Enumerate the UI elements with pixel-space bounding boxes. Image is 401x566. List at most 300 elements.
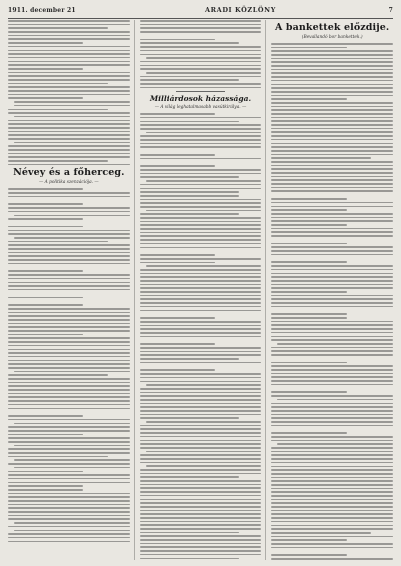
text-line bbox=[271, 280, 393, 282]
text-line bbox=[271, 172, 393, 174]
middle-rule bbox=[176, 91, 225, 92]
text-line bbox=[140, 495, 262, 497]
text-line bbox=[271, 120, 393, 122]
text-line bbox=[8, 385, 130, 387]
text-line bbox=[140, 369, 215, 371]
text-line bbox=[8, 500, 130, 502]
text-line bbox=[8, 31, 130, 33]
text-line bbox=[140, 302, 262, 304]
text-line bbox=[140, 414, 262, 416]
text-line bbox=[140, 447, 262, 449]
text-line bbox=[140, 362, 262, 364]
text-line bbox=[140, 517, 262, 519]
text-line bbox=[8, 430, 130, 432]
text-line bbox=[8, 400, 130, 402]
text-line bbox=[271, 150, 393, 152]
text-line bbox=[140, 499, 262, 501]
text-line bbox=[271, 517, 393, 519]
text-line bbox=[271, 302, 393, 304]
text-line bbox=[140, 480, 262, 482]
text-line bbox=[271, 161, 393, 163]
text-line bbox=[271, 176, 393, 178]
text-line bbox=[271, 124, 393, 126]
text-line bbox=[8, 471, 83, 473]
text-line bbox=[271, 54, 393, 56]
text-line bbox=[140, 528, 262, 530]
text-line bbox=[140, 506, 262, 508]
text-line bbox=[140, 295, 262, 297]
text-line bbox=[8, 367, 130, 369]
text-line bbox=[8, 312, 130, 314]
text-line bbox=[140, 213, 240, 215]
text-line bbox=[277, 443, 393, 445]
text-line bbox=[140, 258, 262, 260]
text-line bbox=[8, 393, 130, 395]
text-line bbox=[271, 228, 393, 230]
text-line bbox=[8, 156, 130, 158]
text-line bbox=[140, 287, 262, 289]
text-line bbox=[8, 134, 130, 136]
text-line bbox=[271, 447, 393, 449]
middle-article-top bbox=[140, 20, 262, 88]
text-line bbox=[271, 154, 393, 156]
text-line bbox=[140, 221, 262, 223]
text-line bbox=[140, 510, 262, 512]
text-line bbox=[140, 417, 240, 419]
text-line bbox=[8, 75, 130, 77]
right-article-body bbox=[271, 43, 393, 560]
text-line bbox=[271, 488, 393, 490]
text-line bbox=[140, 399, 262, 401]
text-line bbox=[14, 105, 130, 107]
text-line bbox=[140, 347, 262, 349]
text-line bbox=[146, 421, 262, 423]
text-line bbox=[140, 406, 262, 408]
text-line bbox=[140, 280, 262, 282]
text-line bbox=[140, 473, 262, 475]
text-line bbox=[140, 143, 262, 145]
text-line bbox=[8, 389, 130, 391]
text-line bbox=[8, 518, 130, 520]
text-line bbox=[8, 478, 130, 480]
text-line bbox=[140, 328, 262, 330]
text-line bbox=[8, 507, 130, 509]
text-line bbox=[271, 462, 393, 464]
text-line bbox=[140, 558, 240, 560]
text-line bbox=[271, 254, 393, 256]
column-right bbox=[271, 20, 393, 560]
text-line bbox=[271, 410, 393, 412]
text-line bbox=[8, 145, 130, 147]
left-article-body bbox=[8, 188, 130, 542]
text-line bbox=[8, 252, 130, 254]
text-line bbox=[8, 374, 108, 376]
text-line bbox=[271, 287, 393, 289]
text-line bbox=[140, 173, 262, 175]
text-line bbox=[8, 160, 108, 162]
text-line bbox=[140, 202, 262, 204]
text-line bbox=[271, 332, 393, 334]
text-line bbox=[271, 157, 371, 159]
text-line bbox=[8, 419, 130, 421]
text-line bbox=[271, 499, 393, 501]
text-line bbox=[14, 445, 130, 447]
text-line bbox=[140, 254, 215, 256]
text-line bbox=[140, 27, 262, 29]
text-line bbox=[146, 451, 262, 453]
text-line bbox=[8, 526, 130, 528]
text-line bbox=[8, 42, 83, 44]
text-line bbox=[146, 72, 262, 74]
text-line bbox=[271, 179, 393, 181]
text-line bbox=[8, 153, 130, 155]
text-line bbox=[140, 276, 262, 278]
text-line bbox=[140, 532, 240, 534]
middle-article-body bbox=[140, 113, 262, 560]
text-line bbox=[140, 247, 262, 249]
text-line bbox=[8, 255, 130, 257]
text-line bbox=[8, 341, 130, 343]
text-line bbox=[140, 381, 262, 383]
text-line bbox=[271, 47, 346, 49]
text-line bbox=[8, 27, 108, 29]
text-line bbox=[8, 448, 130, 450]
text-line bbox=[8, 211, 130, 213]
text-line bbox=[146, 180, 262, 182]
left-article-top bbox=[8, 20, 130, 165]
text-line bbox=[8, 504, 130, 506]
text-line bbox=[140, 50, 262, 52]
text-line bbox=[271, 213, 393, 215]
text-line bbox=[8, 334, 83, 336]
text-line bbox=[271, 417, 393, 419]
text-line bbox=[8, 50, 130, 52]
text-line bbox=[140, 176, 240, 178]
text-line bbox=[140, 217, 262, 219]
text-line bbox=[140, 377, 262, 379]
text-line bbox=[8, 226, 83, 228]
text-line bbox=[14, 530, 130, 532]
text-line bbox=[140, 273, 262, 275]
text-line bbox=[271, 231, 393, 233]
text-line bbox=[140, 46, 262, 48]
text-line bbox=[8, 244, 130, 246]
text-line bbox=[140, 535, 262, 537]
text-line bbox=[140, 42, 240, 44]
text-line bbox=[140, 113, 215, 115]
text-line bbox=[271, 336, 393, 338]
text-line bbox=[271, 543, 393, 545]
text-line bbox=[8, 188, 83, 190]
text-line bbox=[271, 246, 393, 248]
text-line bbox=[8, 127, 130, 129]
text-line bbox=[8, 120, 130, 122]
paragraph-gap bbox=[8, 293, 130, 297]
text-line bbox=[140, 513, 262, 515]
text-line bbox=[8, 278, 130, 280]
text-line bbox=[140, 521, 262, 523]
text-line bbox=[8, 192, 130, 194]
text-line bbox=[271, 406, 393, 408]
text-line bbox=[8, 38, 130, 40]
text-line bbox=[8, 415, 83, 417]
text-line bbox=[271, 128, 393, 130]
text-line bbox=[146, 132, 262, 134]
text-line bbox=[271, 298, 393, 300]
text-line bbox=[8, 218, 83, 220]
text-line bbox=[140, 440, 262, 442]
text-line bbox=[8, 489, 83, 491]
text-line bbox=[140, 191, 240, 193]
text-line bbox=[271, 491, 393, 493]
text-line bbox=[8, 378, 130, 380]
text-line bbox=[271, 539, 346, 541]
text-line bbox=[14, 467, 130, 469]
text-line bbox=[271, 84, 393, 86]
text-line bbox=[140, 484, 262, 486]
text-line bbox=[140, 121, 240, 123]
text-line bbox=[271, 495, 393, 497]
text-line bbox=[8, 35, 130, 37]
text-line bbox=[271, 528, 393, 530]
text-line bbox=[271, 95, 393, 97]
text-line bbox=[271, 206, 393, 208]
text-line bbox=[14, 101, 130, 103]
text-line bbox=[140, 235, 262, 237]
page-header bbox=[8, 6, 393, 19]
text-line bbox=[271, 117, 393, 119]
text-line bbox=[271, 187, 393, 189]
text-line bbox=[140, 128, 262, 130]
text-line bbox=[140, 469, 262, 471]
text-line bbox=[14, 522, 130, 524]
text-line bbox=[140, 76, 262, 78]
text-line bbox=[14, 215, 130, 217]
text-line bbox=[8, 496, 130, 498]
text-line bbox=[271, 525, 393, 527]
text-line bbox=[8, 230, 130, 232]
text-line bbox=[140, 336, 262, 338]
text-line bbox=[271, 143, 393, 145]
text-line bbox=[8, 319, 130, 321]
text-line bbox=[140, 188, 262, 190]
text-line bbox=[8, 434, 83, 436]
text-line bbox=[146, 210, 262, 212]
text-line bbox=[8, 123, 130, 125]
text-line bbox=[8, 86, 130, 88]
text-line bbox=[271, 502, 393, 504]
text-line bbox=[8, 426, 130, 428]
middle-headline: Milliárdosok házassága. bbox=[149, 94, 252, 104]
text-line bbox=[140, 117, 262, 119]
text-line bbox=[140, 458, 262, 460]
text-line bbox=[271, 146, 393, 148]
text-line bbox=[140, 165, 215, 167]
text-line bbox=[140, 373, 262, 375]
text-line bbox=[8, 164, 130, 166]
text-line bbox=[271, 183, 393, 185]
text-line bbox=[271, 480, 393, 482]
text-line bbox=[271, 414, 393, 416]
text-line bbox=[271, 58, 393, 60]
text-line bbox=[271, 436, 393, 438]
text-line bbox=[271, 131, 393, 133]
text-line bbox=[8, 511, 130, 513]
text-line bbox=[140, 403, 262, 405]
left-headline: Névey és a főherceg. bbox=[13, 167, 125, 179]
text-line bbox=[140, 154, 215, 156]
text-line bbox=[271, 395, 393, 397]
text-line bbox=[14, 116, 130, 118]
text-line bbox=[8, 349, 130, 351]
text-line bbox=[140, 79, 240, 81]
text-line bbox=[271, 350, 393, 352]
text-line bbox=[271, 440, 393, 442]
text-line bbox=[271, 458, 393, 460]
text-line bbox=[8, 363, 130, 365]
text-line bbox=[271, 109, 393, 111]
text-line bbox=[8, 233, 130, 235]
text-line bbox=[271, 106, 393, 108]
text-line bbox=[8, 285, 130, 287]
text-line bbox=[8, 79, 130, 81]
text-line bbox=[140, 554, 262, 556]
text-line bbox=[140, 425, 262, 427]
text-line bbox=[140, 24, 262, 26]
text-line bbox=[271, 80, 393, 82]
text-line bbox=[271, 521, 393, 523]
text-line bbox=[271, 391, 346, 393]
text-line bbox=[140, 432, 262, 434]
text-line bbox=[140, 487, 262, 489]
text-line bbox=[8, 90, 130, 92]
text-line bbox=[140, 54, 262, 56]
text-line bbox=[271, 454, 393, 456]
text-line bbox=[8, 289, 130, 291]
text-line bbox=[271, 265, 393, 267]
text-line bbox=[14, 237, 130, 239]
text-line bbox=[271, 65, 393, 67]
text-line bbox=[8, 274, 130, 276]
text-line bbox=[271, 76, 393, 78]
text-line bbox=[8, 441, 130, 443]
text-line bbox=[8, 259, 130, 261]
text-line bbox=[271, 506, 393, 508]
text-line bbox=[271, 295, 393, 297]
text-line bbox=[8, 248, 130, 250]
text-line bbox=[8, 382, 130, 384]
text-line bbox=[8, 541, 130, 543]
text-line bbox=[140, 354, 262, 356]
text-line bbox=[140, 124, 262, 126]
text-line bbox=[8, 68, 83, 70]
text-line bbox=[140, 239, 262, 241]
text-line bbox=[8, 109, 108, 111]
text-line bbox=[271, 510, 393, 512]
text-line bbox=[8, 537, 130, 539]
text-line bbox=[140, 491, 262, 493]
text-line bbox=[271, 209, 346, 211]
text-line bbox=[140, 61, 262, 63]
text-line bbox=[140, 392, 262, 394]
text-line bbox=[271, 284, 393, 286]
text-line bbox=[271, 362, 346, 364]
text-line bbox=[8, 241, 108, 243]
text-line bbox=[140, 228, 262, 230]
text-line bbox=[14, 142, 130, 144]
text-line bbox=[271, 466, 393, 468]
text-line bbox=[140, 428, 262, 430]
text-line bbox=[271, 369, 393, 371]
columns bbox=[8, 20, 393, 560]
text-line bbox=[271, 190, 393, 192]
text-line bbox=[14, 371, 130, 373]
text-line bbox=[271, 50, 393, 52]
text-line bbox=[271, 102, 393, 104]
text-line bbox=[8, 282, 130, 284]
text-line bbox=[140, 454, 262, 456]
text-line bbox=[8, 356, 130, 358]
text-line bbox=[271, 376, 393, 378]
text-line bbox=[271, 313, 346, 315]
text-line bbox=[8, 345, 130, 347]
text-line bbox=[8, 404, 130, 406]
text-line bbox=[140, 139, 262, 141]
text-line bbox=[271, 425, 393, 427]
header-date: 1911. december 21 bbox=[8, 7, 76, 14]
text-line bbox=[8, 308, 130, 310]
text-line bbox=[140, 462, 262, 464]
text-line bbox=[271, 113, 393, 115]
text-line bbox=[271, 547, 393, 549]
text-line bbox=[140, 83, 262, 85]
text-line bbox=[271, 87, 393, 89]
text-line bbox=[271, 473, 393, 475]
text-line bbox=[271, 198, 346, 200]
text-line bbox=[8, 315, 130, 317]
text-line bbox=[140, 169, 262, 171]
text-line bbox=[8, 72, 130, 74]
text-line bbox=[271, 306, 393, 308]
text-line bbox=[8, 304, 83, 306]
text-line bbox=[8, 474, 130, 476]
text-line bbox=[140, 158, 262, 160]
text-line bbox=[277, 399, 393, 401]
text-line bbox=[8, 131, 130, 133]
text-line bbox=[8, 352, 130, 354]
text-line bbox=[140, 232, 262, 234]
text-line bbox=[140, 298, 262, 300]
text-line bbox=[8, 24, 130, 26]
header-masthead: ARADI KÖZLÖNY bbox=[205, 6, 276, 14]
text-line bbox=[271, 365, 393, 367]
text-line bbox=[271, 276, 393, 278]
text-line bbox=[8, 326, 130, 328]
column-left bbox=[8, 20, 135, 560]
text-line bbox=[8, 493, 130, 495]
text-line bbox=[140, 343, 215, 345]
text-line bbox=[271, 139, 393, 141]
text-line bbox=[271, 165, 393, 167]
text-line bbox=[8, 360, 130, 362]
text-line bbox=[8, 463, 130, 465]
text-line bbox=[277, 343, 393, 345]
text-line bbox=[8, 482, 130, 484]
text-line bbox=[8, 452, 130, 454]
text-line bbox=[140, 195, 240, 197]
text-line bbox=[271, 403, 393, 405]
text-line bbox=[8, 270, 83, 272]
